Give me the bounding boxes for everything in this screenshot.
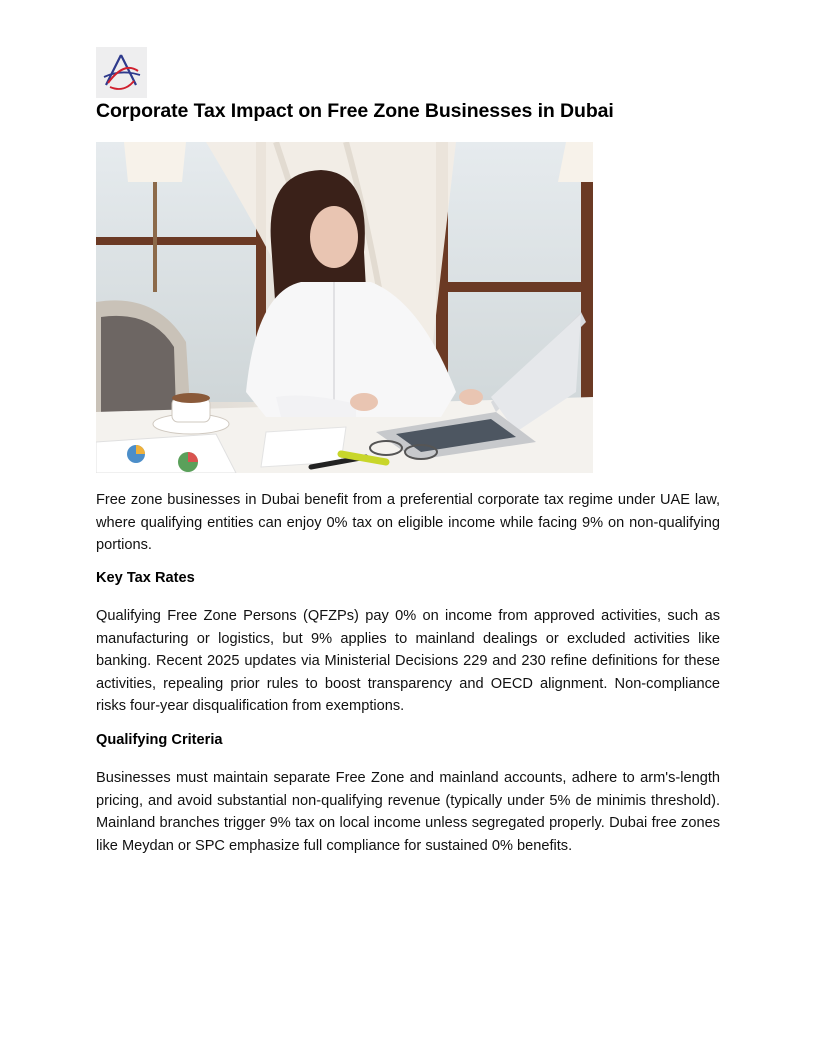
section-paragraph: Businesses must maintain separate Free Zone and mainland accounts, adhere to arm's-length pricing, and avoid substantial non-qualifying revenue (typically under 5% de minimis threshold). Mainland branches trigger 9% tax on local income unless segregated properly. Dubai free zones like Meydan or SPC emphasize full compliance for sustained 0% benefits. [96,770,720,854]
section-heading: Qualifying Criteria [96,732,223,748]
section-heading: Key Tax Rates [96,570,195,586]
intro-paragraph: Free zone businesses in Dubai benefit from a preferential corporate tax regime under UAE law, where qualifying entities can enjoy 0% tax on eligible income while facing 9% on non-qualifying portions. [96,492,720,553]
company-logo [96,47,147,98]
company-logo-icon [96,47,147,98]
header-photo [96,142,593,473]
document-title: Corporate Tax Impact on Free Zone Businesses in Dubai [96,100,614,122]
section-paragraph: Qualifying Free Zone Persons (QFZPs) pay 0% on income from approved activities, such as manufacturing or logistics, but 9% applies to mainland dealings or excluded activities like banking. Recent 2025 updates via Ministerial Decisions 229 and 230 refine definitions for these activities, repealing prior rules to boost transparency and OECD alignment. Non-compliance risks four-year disqualification from exemptions. [96,608,720,714]
